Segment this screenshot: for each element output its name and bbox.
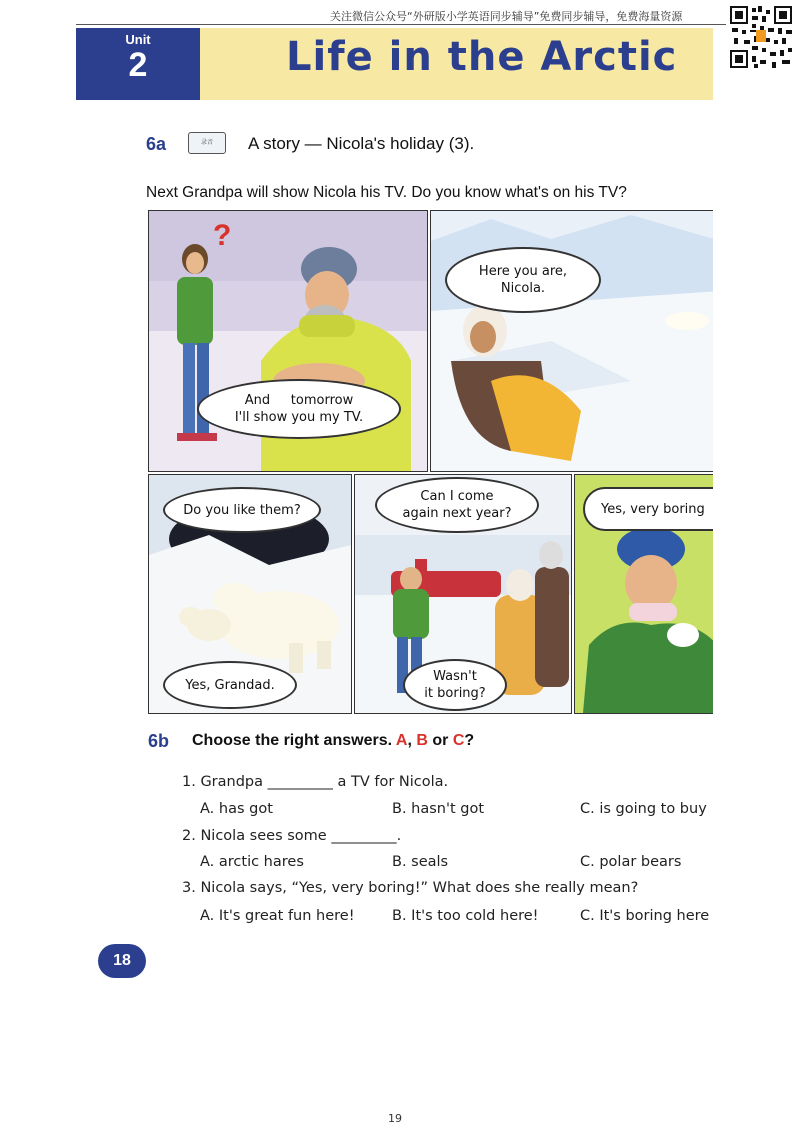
page-number-badge: 18 bbox=[98, 944, 146, 978]
question-1-option-b[interactable]: B. hasn't got bbox=[392, 801, 485, 817]
qr-code-icon bbox=[728, 4, 794, 70]
question-mark: ? bbox=[213, 219, 232, 252]
title-comma: , bbox=[407, 732, 412, 749]
section-6b-title-text: Choose the right answers. bbox=[192, 732, 393, 749]
unit-label: Unit bbox=[125, 32, 151, 47]
unit-title: Life in the Arctic bbox=[286, 34, 678, 80]
section-6a-instruction: Next Grandpa will show Nicola his TV. Do you know what's on his TV? bbox=[146, 184, 627, 201]
panel-2-bubble-line-1: Here you are, bbox=[478, 264, 568, 279]
comic-panel-3 bbox=[148, 474, 352, 714]
panel-4-bubble-top-line-2: again next year? bbox=[402, 506, 512, 521]
question-3-stem: 3. Nicola says, “Yes, very boring!” What does she really mean? bbox=[182, 880, 639, 896]
section-6a-number: 6a bbox=[146, 134, 167, 154]
panel-3-speech-bubble-bottom: Yes, Grandad. bbox=[163, 661, 297, 709]
panel-1-bubble-line-2: I'll show you my TV. bbox=[234, 410, 364, 425]
question-2-option-b[interactable]: B. seals bbox=[392, 854, 449, 870]
wechat-promo-note: 关注微信公众号“外研版小学英语同步辅导”免费同步辅导，免费海量资源 bbox=[330, 10, 683, 23]
question-1-option-c[interactable]: C. is going to buy bbox=[580, 801, 707, 817]
option-b-letter: B bbox=[416, 732, 428, 749]
question-1-option-a[interactable]: A. has got bbox=[200, 801, 273, 817]
title-question-mark: ? bbox=[464, 732, 475, 749]
comic-panel-2 bbox=[430, 210, 713, 472]
panel-3-speech-bubble-top: Do you like them? bbox=[163, 487, 321, 533]
question-3-option-a[interactable]: A. It's great fun here! bbox=[200, 908, 355, 924]
question-3-option-c[interactable]: C. It's boring here bbox=[580, 908, 710, 924]
question-3-option-b[interactable]: B. It's too cold here! bbox=[392, 908, 539, 924]
option-a-letter: A bbox=[395, 732, 408, 749]
cassette-tape-icon: 录音 bbox=[188, 132, 226, 154]
panel-4-speech-bubble-top bbox=[375, 477, 539, 533]
comic-panel-5 bbox=[574, 474, 713, 714]
footer-page-number: 19 bbox=[388, 1112, 402, 1125]
panel-4-bubble-top-line-1: Can I come bbox=[420, 489, 494, 504]
comic-panel-1 bbox=[148, 210, 428, 472]
panel-1-bubble-line-1: And tomorrow bbox=[244, 393, 354, 408]
textbook-page bbox=[76, 28, 713, 988]
section-6b-title bbox=[192, 732, 474, 750]
question-2-stem: 2. Nicola sees some _________. bbox=[182, 828, 402, 844]
section-6a-title: A story — Nicola's holiday (3). bbox=[248, 134, 475, 153]
question-2-option-c[interactable]: C. polar bears bbox=[580, 854, 682, 870]
comic-panel-4 bbox=[354, 474, 572, 714]
panel-4-speech-bubble-bottom bbox=[403, 659, 507, 711]
unit-badge bbox=[76, 28, 200, 100]
unit-number: 2 bbox=[128, 46, 148, 84]
panel-1-speech-bubble bbox=[197, 379, 401, 439]
title-or: or bbox=[432, 732, 449, 749]
panel-5-speech-bubble: Yes, very boring bbox=[583, 487, 713, 531]
option-c-letter: C bbox=[452, 732, 465, 749]
unit-title-banner bbox=[200, 28, 713, 100]
panel-2-illustration bbox=[431, 211, 713, 471]
panel-4-bubble-bottom-line-1: Wasn't bbox=[433, 669, 477, 684]
panel-2-bubble-line-2: Nicola. bbox=[500, 281, 546, 296]
header-rule bbox=[76, 24, 726, 25]
question-1-stem: 1. Grandpa _________ a TV for Nicola. bbox=[182, 774, 449, 790]
panel-4-bubble-bottom-line-2: it boring? bbox=[424, 686, 486, 701]
question-2-option-a[interactable]: A. arctic hares bbox=[200, 854, 304, 870]
panel-2-speech-bubble bbox=[445, 247, 601, 313]
section-6b-number: 6b bbox=[148, 731, 170, 751]
